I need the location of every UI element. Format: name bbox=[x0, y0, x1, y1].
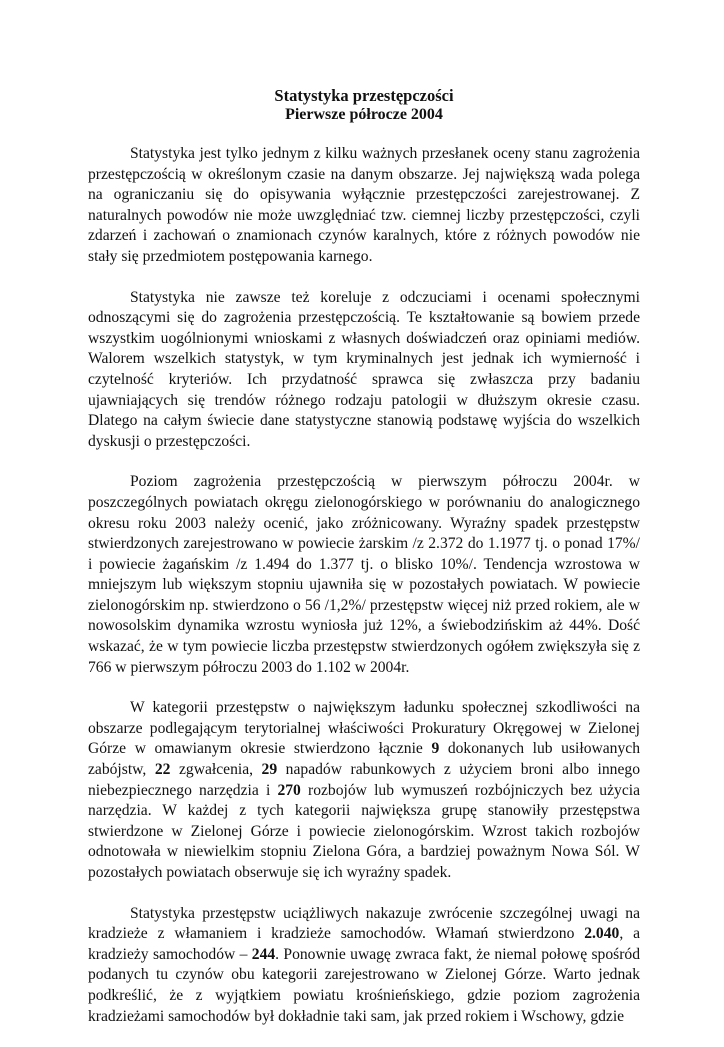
document-title: Statystyka przestępczości bbox=[274, 86, 454, 105]
bold-figure: 2.040 bbox=[584, 925, 620, 943]
bold-figure: 244 bbox=[251, 945, 276, 963]
body-paragraph bbox=[88, 904, 640, 1028]
document-subtitle: Pierwsze półrocze 2004 bbox=[285, 106, 443, 123]
document-page bbox=[88, 86, 640, 1047]
paragraph-text: , a kradzieży samochodów – bbox=[88, 925, 640, 963]
bold-figure: 22 bbox=[154, 761, 171, 779]
paragraph-text: rozbojów lub wymuszeń rozbójniczych bez użycia narzędzia. W każdej z tych kategorii największa grupę stanowiły przestępstwa stwierdzone w Zielonej Górze i powiecie zielonogórskim. Wzrost takich rozbojów odnotowała w niewielkim stopniu Zielona Góra, a bardziej poważnym Nowa Sól. W pozostałych powiatach obserwuje się ich wyraźny spadek. bbox=[88, 781, 640, 881]
paragraph-text: Poziom zagrożenia przestępczością w pierwszym półroczu 2004r. w poszczególnych powiatach okręgu zielonogórskiego w porównaniu do analogicznego okresu roku 2003 należy ocenić, jako zróżnicowany. Wyraźny spadek przestępstw stwierdzonych zarejestrowano w powiecie żarskim /z 2.372 do 1.1977 tj. o ponad 17%/ i powiecie żagańskim /z 1.494 do 1.377 tj. o blisko 10%/. Tendencja wzrostowa w mniejszym lub większym stopniu ujawniła się w pozostałych powiatach. W powiecie zielonogórskim np. stwierdzono o 56 /1,2%/ przestępstw więcej niż przed rokiem, ale w nowosolskim dynamika wzrostu wyniosła już 12%, a świebodzińskim aż 44%. Dość wskazać, że w tym powiecie liczba przestępstw stwierdzonych ogółem zwiększyła się z 766 w pierwszym półroczu 2003 do 1.102 w 2004r. bbox=[88, 473, 640, 676]
document-body bbox=[88, 144, 640, 1027]
paragraph-text: zgwałcenia, bbox=[170, 761, 262, 779]
paragraph-text: napadów rabunkowych z użyciem broni albo innego niebezpiecznego narzędzia i bbox=[88, 761, 640, 799]
paragraph-text: Statystyka przestępstw uciążliwych nakazuje zwrócenie szczególnej uwagi na kradzieże z włamaniem i kradzieże samochodów. Włamań stwierdzono bbox=[88, 904, 640, 943]
bold-figure: 270 bbox=[277, 781, 301, 799]
paragraph-text: W kategorii przestępstw o największym ładunku społecznej szkodliwości na obszarze podlegającym terytorialnej właściwości Prokuratury Okręgowej w Zielonej Górze w omawianym okresie stwierdzono łącznie bbox=[88, 699, 640, 758]
paragraph-text: Statystyka jest tylko jednym z kilku ważnych przesłanek oceny stanu zagrożenia przestępczością w określonym czasie na danym obszarze. Jej największą wada polega na ograniczaniu się do opisywania wyłącznie przestępczości zarejestrowanej. Z naturalnych powodów nie może uwzględniać tzw. ciemnej liczby przestępczości, czyli zdarzeń i zachowań o znamionach czynów karalnych, które z różnych powodów nie stały się przedmiotem postępowania karnego. bbox=[88, 145, 640, 265]
bold-figure: 29 bbox=[261, 761, 278, 779]
bold-figure: 9 bbox=[431, 740, 440, 758]
paragraph-text: Statystyka nie zawsze też koreluje z odczuciami i ocenami społecznymi odnoszącymi się do zagrożenia przestępczością. Te kształtowanie są bowiem przede wszystkim uogólnionymi wnioskami z własnych doświadczeń oraz opiniami mediów. Walorem wszelkich statystyk, w tym kryminalnych jest jednak ich wymierność i czytelność kryteriów. Ich przydatność sprawca się zwłaszcza przy badaniu ujawniających się trendów różnego rodzaju patologii w dłuższym okresie czasu. Dlatego na całym świecie dane statystyczne stanowią podstawę wyjścia do wszelkich dyskusji o przestępczości. bbox=[88, 288, 640, 450]
paragraph-text: dokonanych lub usiłowanych zabójstw, bbox=[88, 740, 640, 779]
body-paragraph bbox=[88, 144, 640, 268]
body-paragraph bbox=[88, 472, 640, 678]
paragraph-text: . Ponownie uwagę zwraca fakt, że niemal połowę spośród podanych tu czynów obu kategorii zarejestrowano w Zielonej Górze. Warto jednak podkreślić, że z wyjątkiem powiatu krośnieńskiego, gdzie poziom zagrożenia kradzieżami samochodów był dokładnie taki sam, jak przed rokiem i Wschowy, gdzie bbox=[88, 945, 640, 1025]
body-paragraph bbox=[88, 288, 640, 453]
body-paragraph bbox=[88, 698, 640, 883]
